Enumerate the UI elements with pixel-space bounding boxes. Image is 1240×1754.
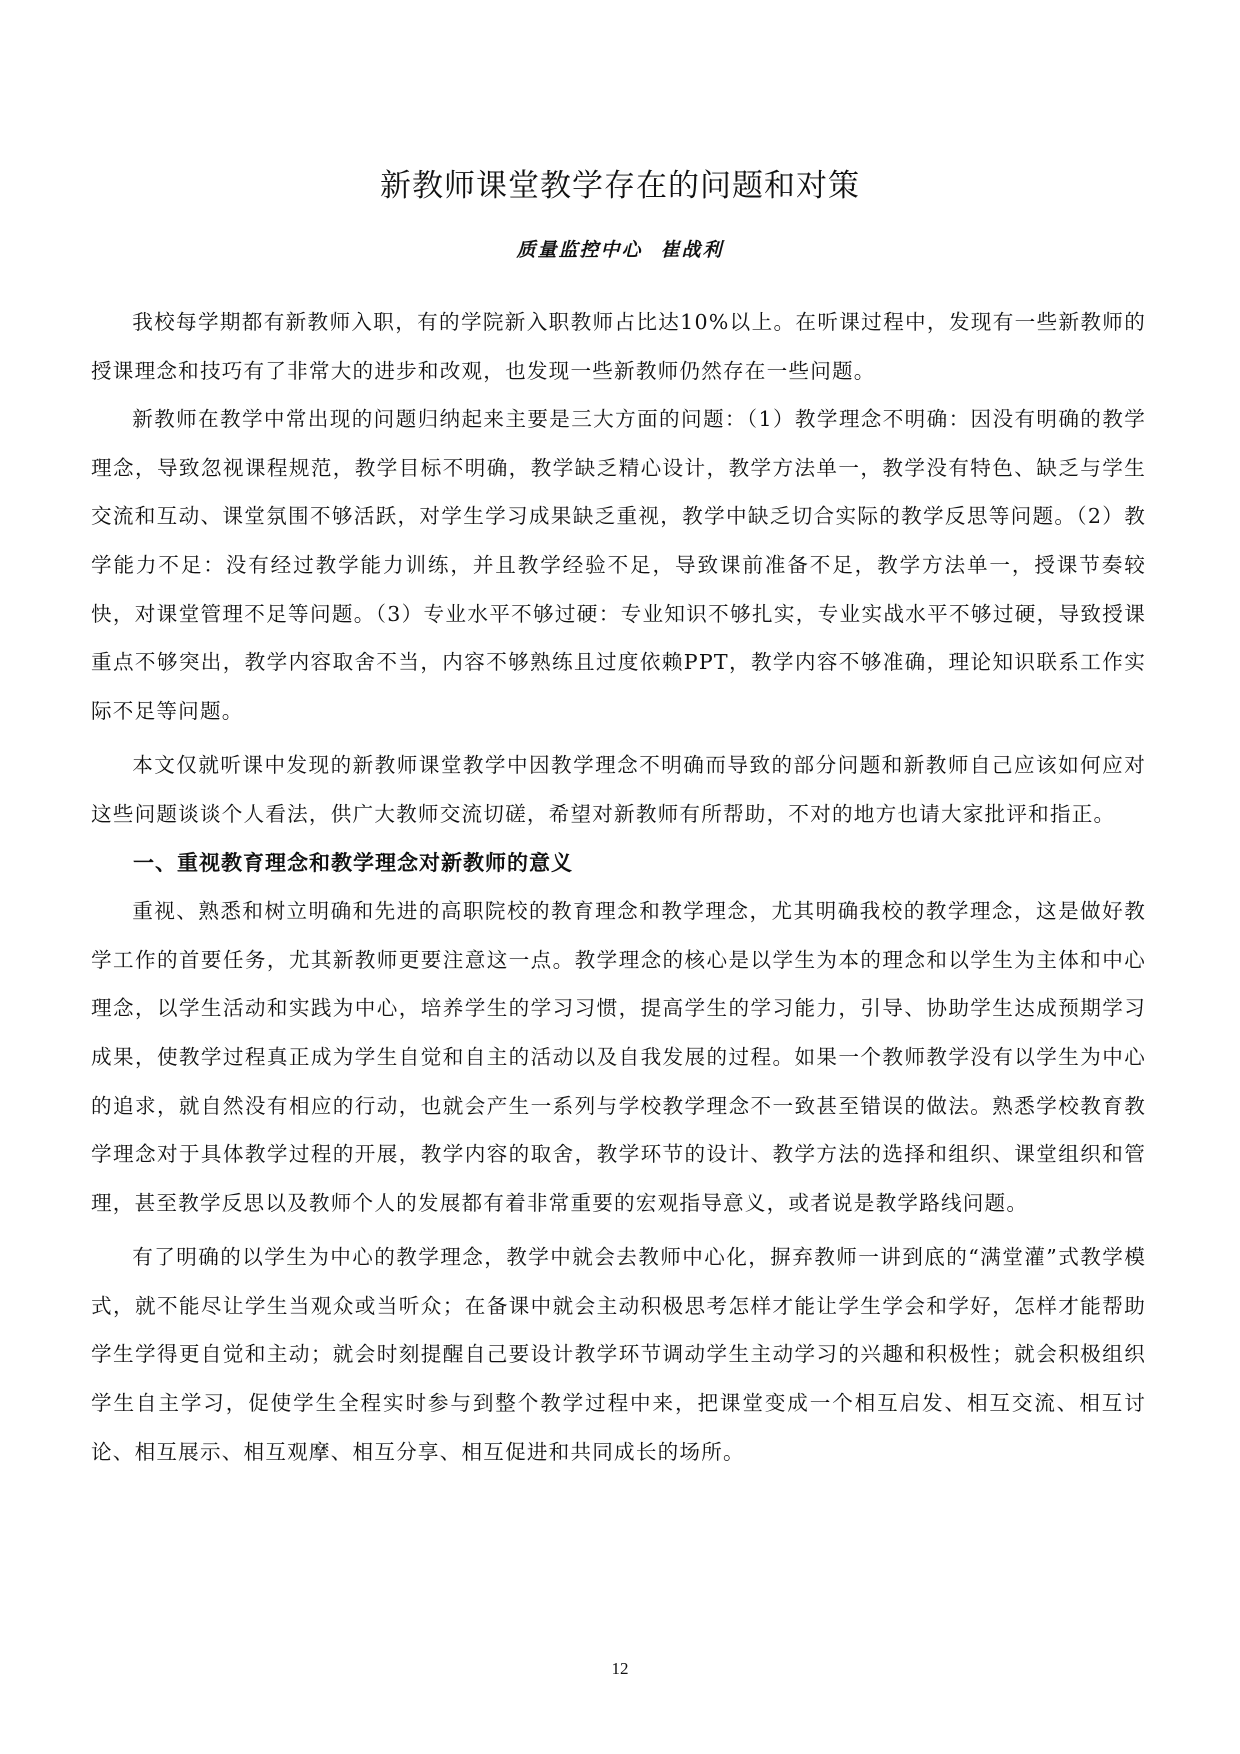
author-name: 崔战利: [660, 239, 724, 261]
author-department: 质量监控中心: [516, 239, 643, 261]
paragraph-problems: 新教师在教学中常出现的问题归纳起来主要是三大方面的问题：（1）教学理念不明确：因没有明确的教学理念，导致忽视课程规范，教学目标不明确，教学缺乏精心设计，教学方法单一，教学没有特色、缺乏与学生交流和互动、课堂氛围不够活跃，对学生学习成果缺乏重视，教学中缺乏切合实际的教学反思等问题。（2）教学能力不足：没有经过教学能力训练，并且教学经验不足，导致课前准备不足，教学方法单一，授课节奏较快，对课堂管理不足等问题。（3）专业水平不够过硬：专业知识不够扎实，专业实战水平不够过硬，导致授课重点不够突出，教学内容取舍不当，内容不够熟练且过度依赖PPT，教学内容不够准确，理论知识联系工作实际不足等问题。: [91, 407, 1146, 723]
paragraph-purpose: 本文仅就听课中发现的新教师课堂教学中因教学理念不明确而导致的部分问题和新教师自己应该如何应对这些问题谈谈个人看法，供广大教师交流切磋，希望对新教师有所帮助，不对的地方也请大家批评和指正。: [91, 753, 1146, 826]
section-paragraph: 重视、熟悉和树立明确和先进的高职院校的教育理念和教学理念，尤其明确我校的教学理念，这是做好教学工作的首要任务，尤其新教师更要注意这一点。教学理念的核心是以学生为本的理念和以学生为主体和中心理念，以学生活动和实践为中心，培养学生的学习习惯，提高学生的学习能力，引导、协助学生达成预期学习成果，使教学过程真正成为学生自觉和自主的活动以及自我发展的过程。如果一个教师教学没有以学生为中心的追求，就自然没有相应的行动，也就会产生一系列与学校教学理念不一致甚至错误的做法。熟悉学校教育教学理念对于具体教学过程的开展，教学内容的取舍，教学环节的设计、教学方法的选择和组织、课堂组织和管理，甚至教学反思以及教师个人的发展都有着非常重要的宏观指导意义，或者说是教学路线问题。: [91, 899, 1146, 1215]
article-body: [91, 298, 1146, 1476]
paragraph-intro: 我校每学期都有新教师入职，有的学院新入职教师占比达10%以上。在听课过程中，发现有一些新教师的授课理念和技巧有了非常大的进步和改观，也发现一些新教师仍然存在一些问题。: [91, 310, 1146, 383]
section-heading: 一、重视教育理念和教学理念对新教师的意义: [133, 850, 573, 875]
author-line: [0, 236, 1240, 264]
page-number: 12: [611, 1659, 629, 1678]
page-title: 新教师课堂教学存在的问题和对策: [380, 168, 860, 204]
section-paragraph: 有了明确的以学生为中心的教学理念，教学中就会去教师中心化，摒弃教师一讲到底的“满堂灌”式教学模式，就不能尽让学生当观众或当听众；在备课中就会主动积极思考怎样才能让学生学会和学好，怎样才能帮助学生学得更自觉和主动；就会时刻提醒自己要设计教学环节调动学生主动学习的兴趣和积极性；就会积极组织学生自主学习，促使学生全程实时参与到整个教学过程中来，把课堂变成一个相互启发、相互交流、相互讨论、相互展示、相互观摩、相互分享、相互促进和共同成长的场所。: [91, 1245, 1146, 1464]
